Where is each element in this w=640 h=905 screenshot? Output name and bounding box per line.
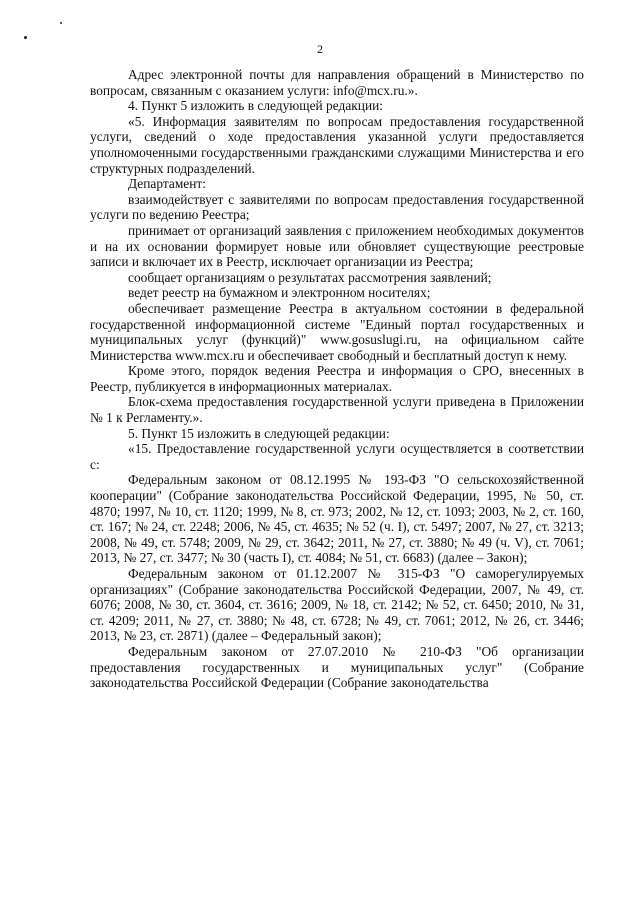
paragraph: Кроме этого, порядок ведения Реестра и информация о СРО, внесенных в Реестр, публикуется в информационных материалах. <box>90 363 584 394</box>
paragraph: Федеральным законом от 27.07.2010 № 210-ФЗ "Об организации предоставления государственных и муниципальных услуг" (Собрание законодательства Российской Федерации (Собрание законодательства <box>90 643 584 691</box>
paragraph: взаимодействует с заявителями по вопросам предоставления государственной услуги по ведению Реестра; <box>90 191 584 223</box>
paragraph: Федеральным законом от 01.12.2007 № 315-ФЗ "О саморегулируемых организациях" (Собрание законодательства Российской Федерации, 2007, № 49, ст. 6076; 2008, № 30, ст. 3604, ст. 3616; 2009, № 18, ст. 2142; № 52, ст. 6450; 2010, № 31, ст. 4209; 2011, № 27, ст. 3880; № 48, ст. 6728; № 49, ст. 7061; 2012, № 26, ст. 3446; 2013, № 23, ст. 2871) (далее – Федеральный закон); <box>90 566 584 644</box>
paragraph: обеспечивает размещение Реестра в актуальном состоянии в федеральной государственной информационной системе "Единый портал государственных и муниципальных услуг (функций)" www.gosuslugi.ru, на официальном сайте Министерства www.mcx.ru и обеспечивает свободный и бесплатный доступ к нему. <box>90 300 584 363</box>
page-number: 2 <box>317 42 323 56</box>
document-body <box>90 67 584 691</box>
paragraph: 5. Пункт 15 изложить в следующей редакции: <box>128 425 390 441</box>
paragraph: «5. Информация заявителям по вопросам предоставления государственной услуги, сведений о ходе предоставления указанной услуги предоставляется уполномоченными государственными гражданскими служащими Министерства и его структурных подразделений. <box>90 113 584 176</box>
paragraph: «15. Предоставление государственной услуги осуществляется в соответствии с: <box>90 441 584 472</box>
paragraph: 4. Пункт 5 изложить в следующей редакции: <box>128 98 384 114</box>
scan-speck <box>60 22 62 24</box>
paragraph: Федеральным законом от 08.12.1995 № 193-ФЗ "О сельскохозяйственной кооперации" (Собрание законодательства Российской Федерации, 1995, № 50, ст. 4870; 1997, № 10, ст. 1120; 1999, № 8, ст. 973; 2002, № 12, ст. 1093; 2003, № 2, ст. 160, ст. 167; № 24, ст. 2248; 2006, № 45, ст. 4635; № 52 (ч. I), ст. 5497; 2007, № 27, ст. 3213; 2008, № 49, ст. 5748; 2009, № 29, ст. 3642; 2011, № 27, ст. 3880; № 49 (ч. V), ст. 7061; 2013, № 27, ст. 3477; № 30 (часть I), ст. 4084; № 51, ст. 6683) (далее – Закон); <box>90 472 584 566</box>
paragraph: Адрес электронной почты для направления обращений в Министерство по вопросам, связанным с оказанием услуги: info@mcx.ru.». <box>90 67 584 98</box>
paragraph: принимает от организаций заявления с приложением необходимых документов и на их основании формирует новые или обновляет существующие реестровые записи и включает их в Реестр, исключает организации из Реестра; <box>90 222 584 270</box>
paragraph: Блок-схема предоставления государственной услуги приведена в Приложении № 1 к Регламенту.». <box>90 394 584 426</box>
paragraph: Департамент: <box>128 176 206 192</box>
paragraph: сообщает организациям о результатах рассмотрения заявлений; <box>128 269 492 285</box>
paragraph: ведет реестр на бумажном и электронном носителях; <box>128 285 431 301</box>
scan-speck <box>24 36 27 39</box>
